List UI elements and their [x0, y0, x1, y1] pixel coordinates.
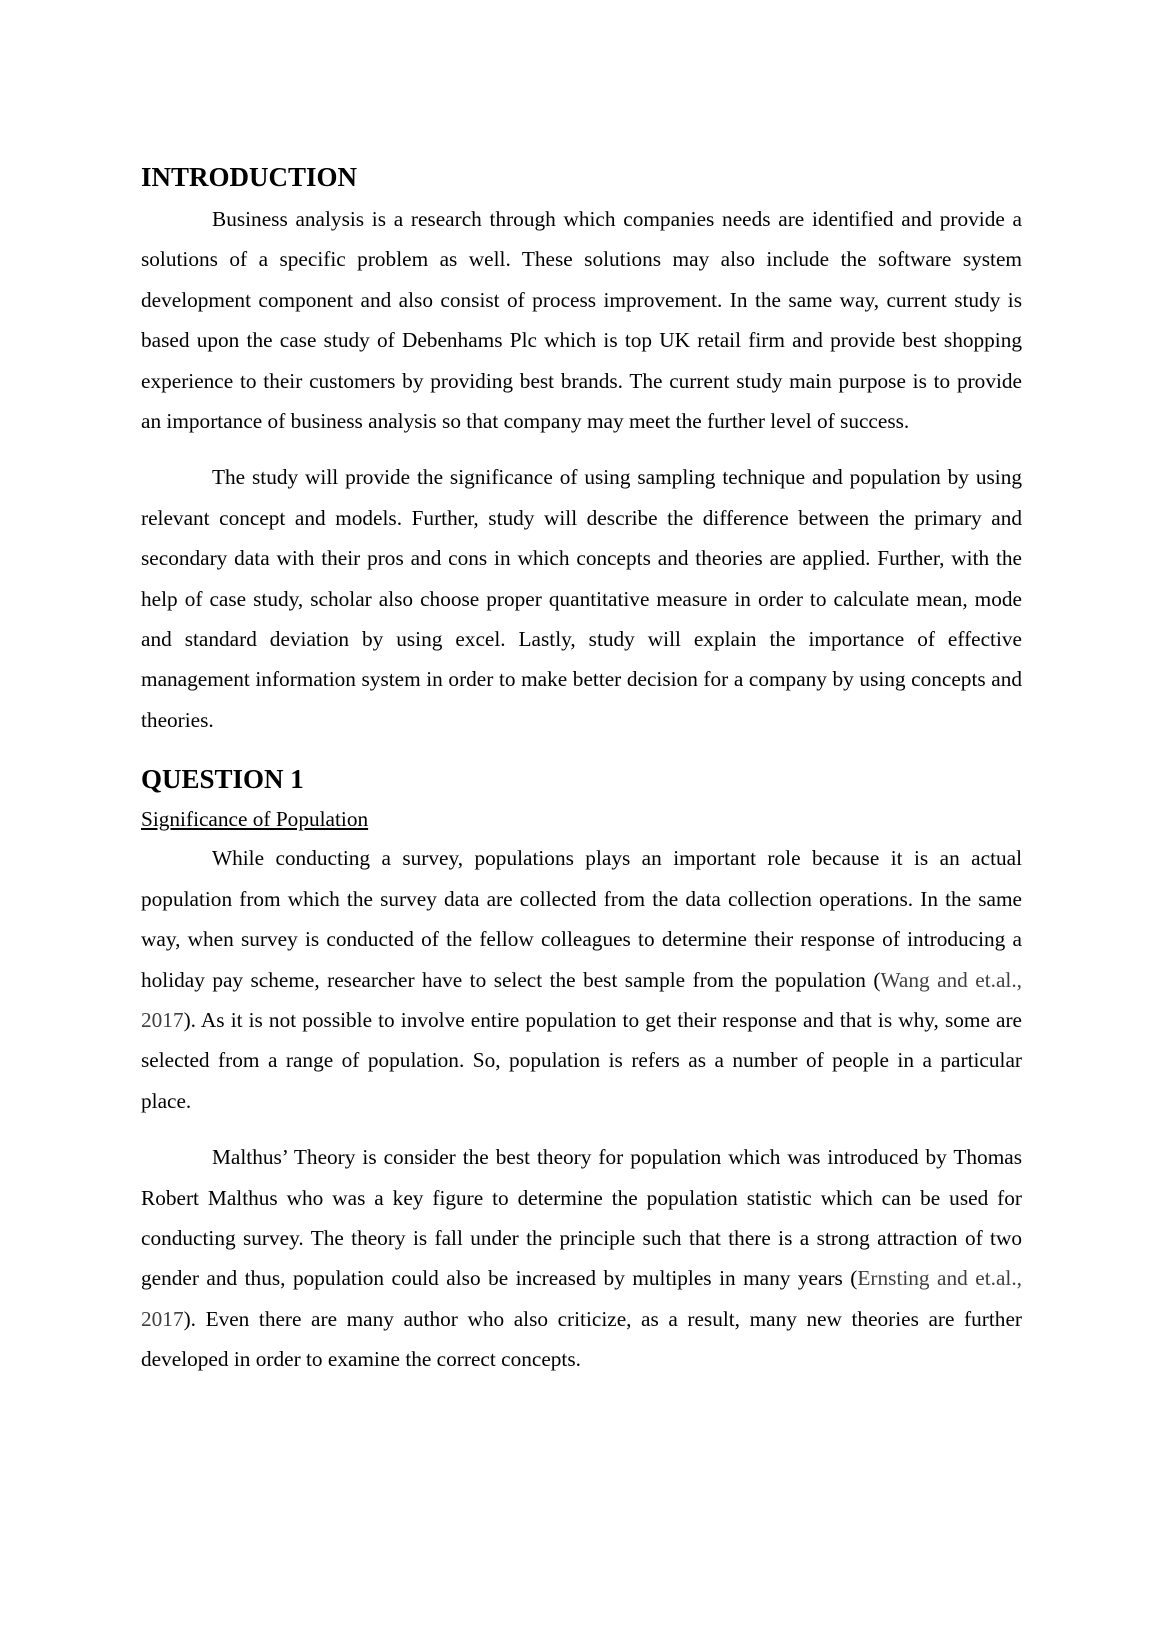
- citation-ernsting: Ernsting and et.al., 2017: [141, 1266, 1022, 1331]
- introduction-heading: INTRODUCTION: [141, 162, 358, 192]
- introduction-paragraph-1: Business analysis is a research through which companies needs are identified and provide a solutions of a specific problem as well. These solutions may also include the software system development component and also consist of process improvement. In the same way, current study is based upon the case study of Debenhams Plc which is top UK retail firm and provide best shopping experience to their customers by providing best brands. The current study main purpose is to provide an importance of business analysis so that company may meet the further level of success.: [141, 207, 1022, 434]
- paragraph-text: While conducting a survey, populations plays an important role because it is an actual population from which the survey data are collected from the data collection operations. In the same way, when survey is conducted of the fellow colleagues to determine their response of introducing a holiday pay scheme, researcher have to select the best sample from the population (: [141, 846, 1022, 992]
- introduction-paragraph-2: The study will provide the significance of using sampling technique and population by using relevant concept and models. Further, study will describe the difference between the primary and secondary data with their pros and cons in which concepts and theories are applied. Further, with the help of case study, scholar also choose proper quantitative measure in order to calculate mean, mode and standard deviation by using excel. Lastly, study will explain the importance of effective management information system in order to make better decision for a company by using concepts and theories.: [141, 465, 1022, 732]
- population-paragraph-1: [141, 838, 1022, 1121]
- document-page: [141, 160, 1022, 1380]
- paragraph-text: Malthus’ Theory is consider the best theory for population which was introduced by Thomas Robert Malthus who was a key figure to determine the population statistic which can be used for conducting survey. The theory is fall under the principle such that there is a strong attraction of two gender and thus, population could also be increased by multiples in many years (: [141, 1145, 1022, 1291]
- population-paragraph-2: [141, 1137, 1022, 1379]
- population-subheading: Significance of Population: [141, 807, 369, 832]
- paragraph-text: ). Even there are many author who also criticize, as a result, many new theories are further developed in order to examine the correct concepts.: [141, 1306, 1022, 1372]
- citation-wang: Wang and et.al., 2017: [141, 967, 1022, 1032]
- question-1-heading: QUESTION 1: [141, 764, 304, 795]
- paragraph-text: ). As it is not possible to involve entire population to get their response and that is why, some are selected from a range of population. So, population is refers as a number of people in a particular place.: [141, 1007, 1022, 1113]
